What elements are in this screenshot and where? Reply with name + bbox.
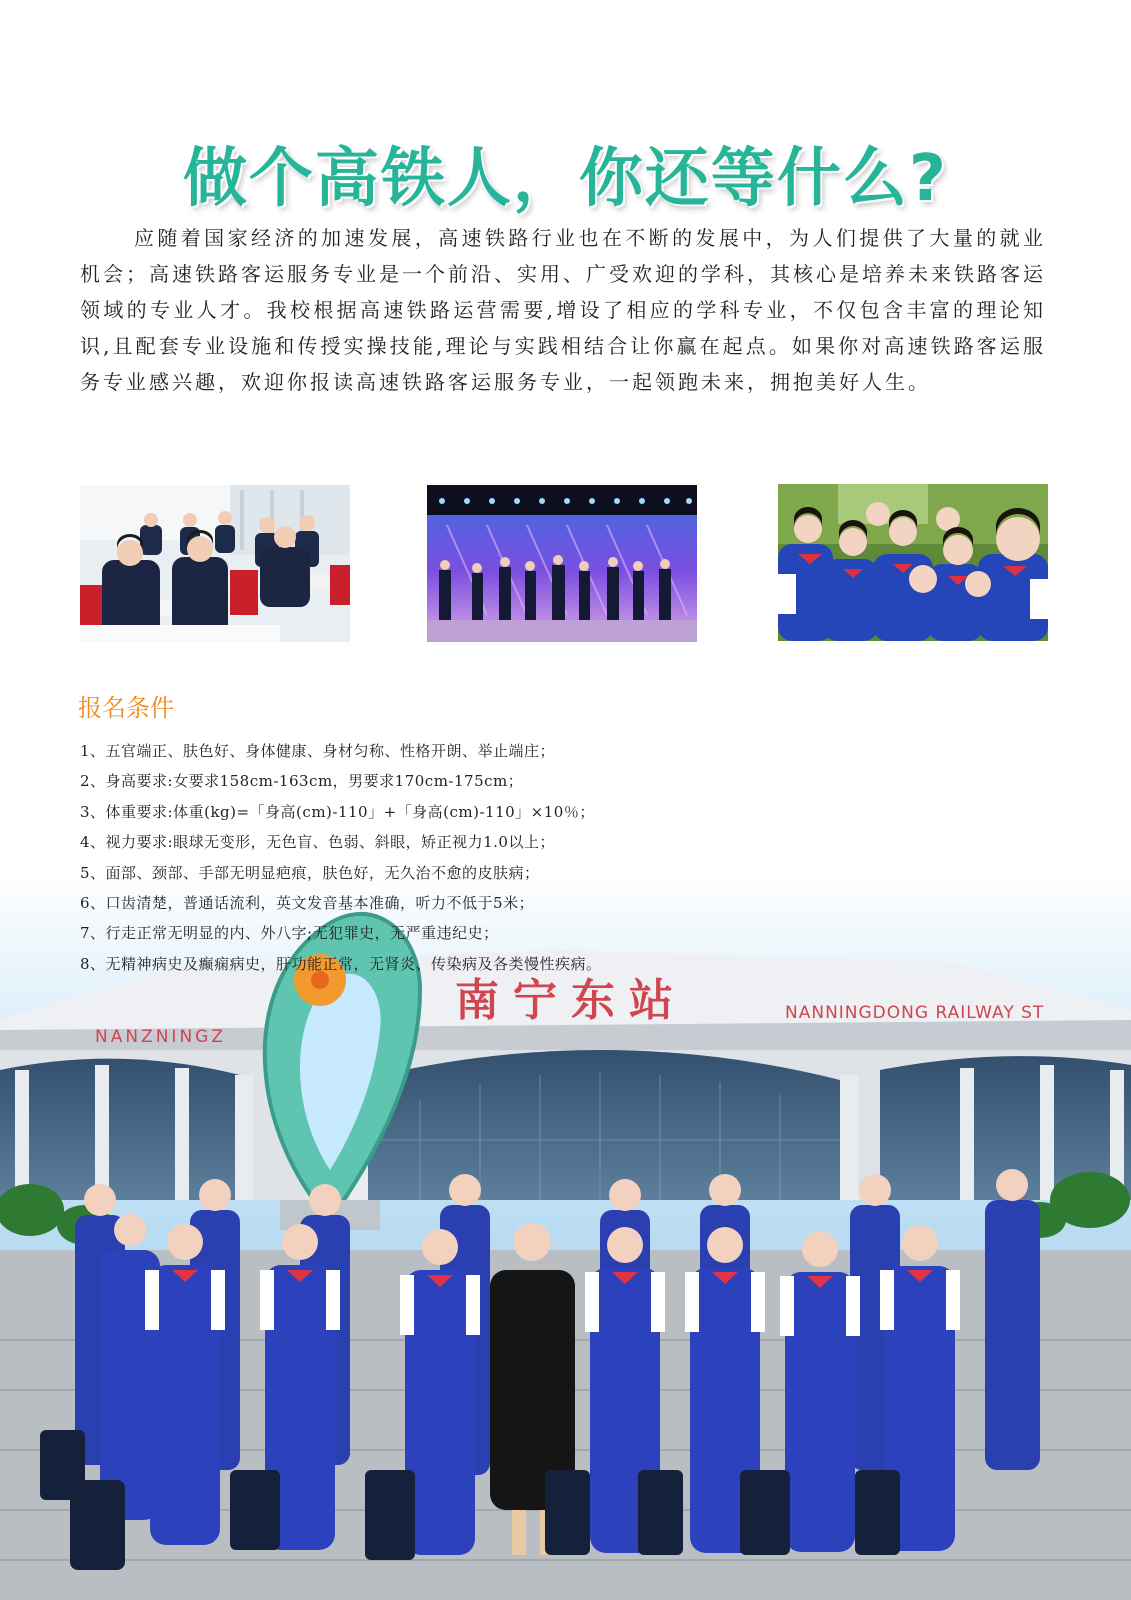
- requirement-item: 2、身高要求:女要求158cm-163cm，男要求170cm-175cm；: [80, 772, 524, 791]
- requirement-item: 6、口齿清楚，普通话流利，英文发音基本准确，听力不低于5米；: [80, 893, 535, 912]
- station-sign-en-left: NANZNINGZ: [95, 1027, 226, 1047]
- stage-performance-photo: [427, 485, 697, 642]
- station-group-photo: [0, 870, 1131, 1600]
- station-sign-cn: 南宁东站: [455, 975, 687, 1026]
- requirement-item: 4、视力要求:眼球无变形，无色盲、色弱、斜眼，矫正视力1.0以上；: [80, 833, 555, 852]
- requirements-title: 报名条件: [78, 694, 174, 722]
- requirement-item: 7、行走正常无明显的内、外八字;无犯罪史，无严重违纪史；: [80, 924, 499, 943]
- station-sign-en-right: NANNINGDONG RAILWAY ST: [785, 1003, 1045, 1023]
- requirement-item: 5、面部、颈部、手部无明显疤痕，肤色好，无久治不愈的皮肤病；: [80, 863, 540, 882]
- classroom-photo: [80, 485, 350, 642]
- requirement-item: 1、五官端正、肤色好、身体健康、身材匀称、性格开朗、举止端庄；: [80, 742, 556, 760]
- requirement-item: 3、体重要求:体重(kg)=「身高(cm)-110」+「身高(cm)-110」×10％；: [80, 802, 595, 821]
- requirements-list: [80, 736, 602, 979]
- headline: 做个高铁人，你还等什么?: [182, 141, 949, 216]
- intro-paragraph: 应随着国家经济的加速发展，高速铁路行业也在不断的发展中，为人们提供了大量的就业机会；高速铁路客运服务专业是一个前沿、实用、广受欢迎的学科，其核心是培养未来铁路客运领域的专业人才。我校根据高速铁路运营需要,增设了相应的学科专业，不仅包含丰富的理论知识,且配套专业设施和传授实操技能,理论与实践相结合让你赢在起点。如果你对高速铁路客运服务专业感兴趣，欢迎你报读高速铁路客运服务专业，一起领跑未来，拥抱美好人生。: [80, 226, 1046, 394]
- group-selfie-photo: [778, 484, 1048, 641]
- requirement-item: 8、无精神病史及癫痫病史，肝功能正常，无肾炎、传染病及各类慢性疾病。: [80, 954, 602, 973]
